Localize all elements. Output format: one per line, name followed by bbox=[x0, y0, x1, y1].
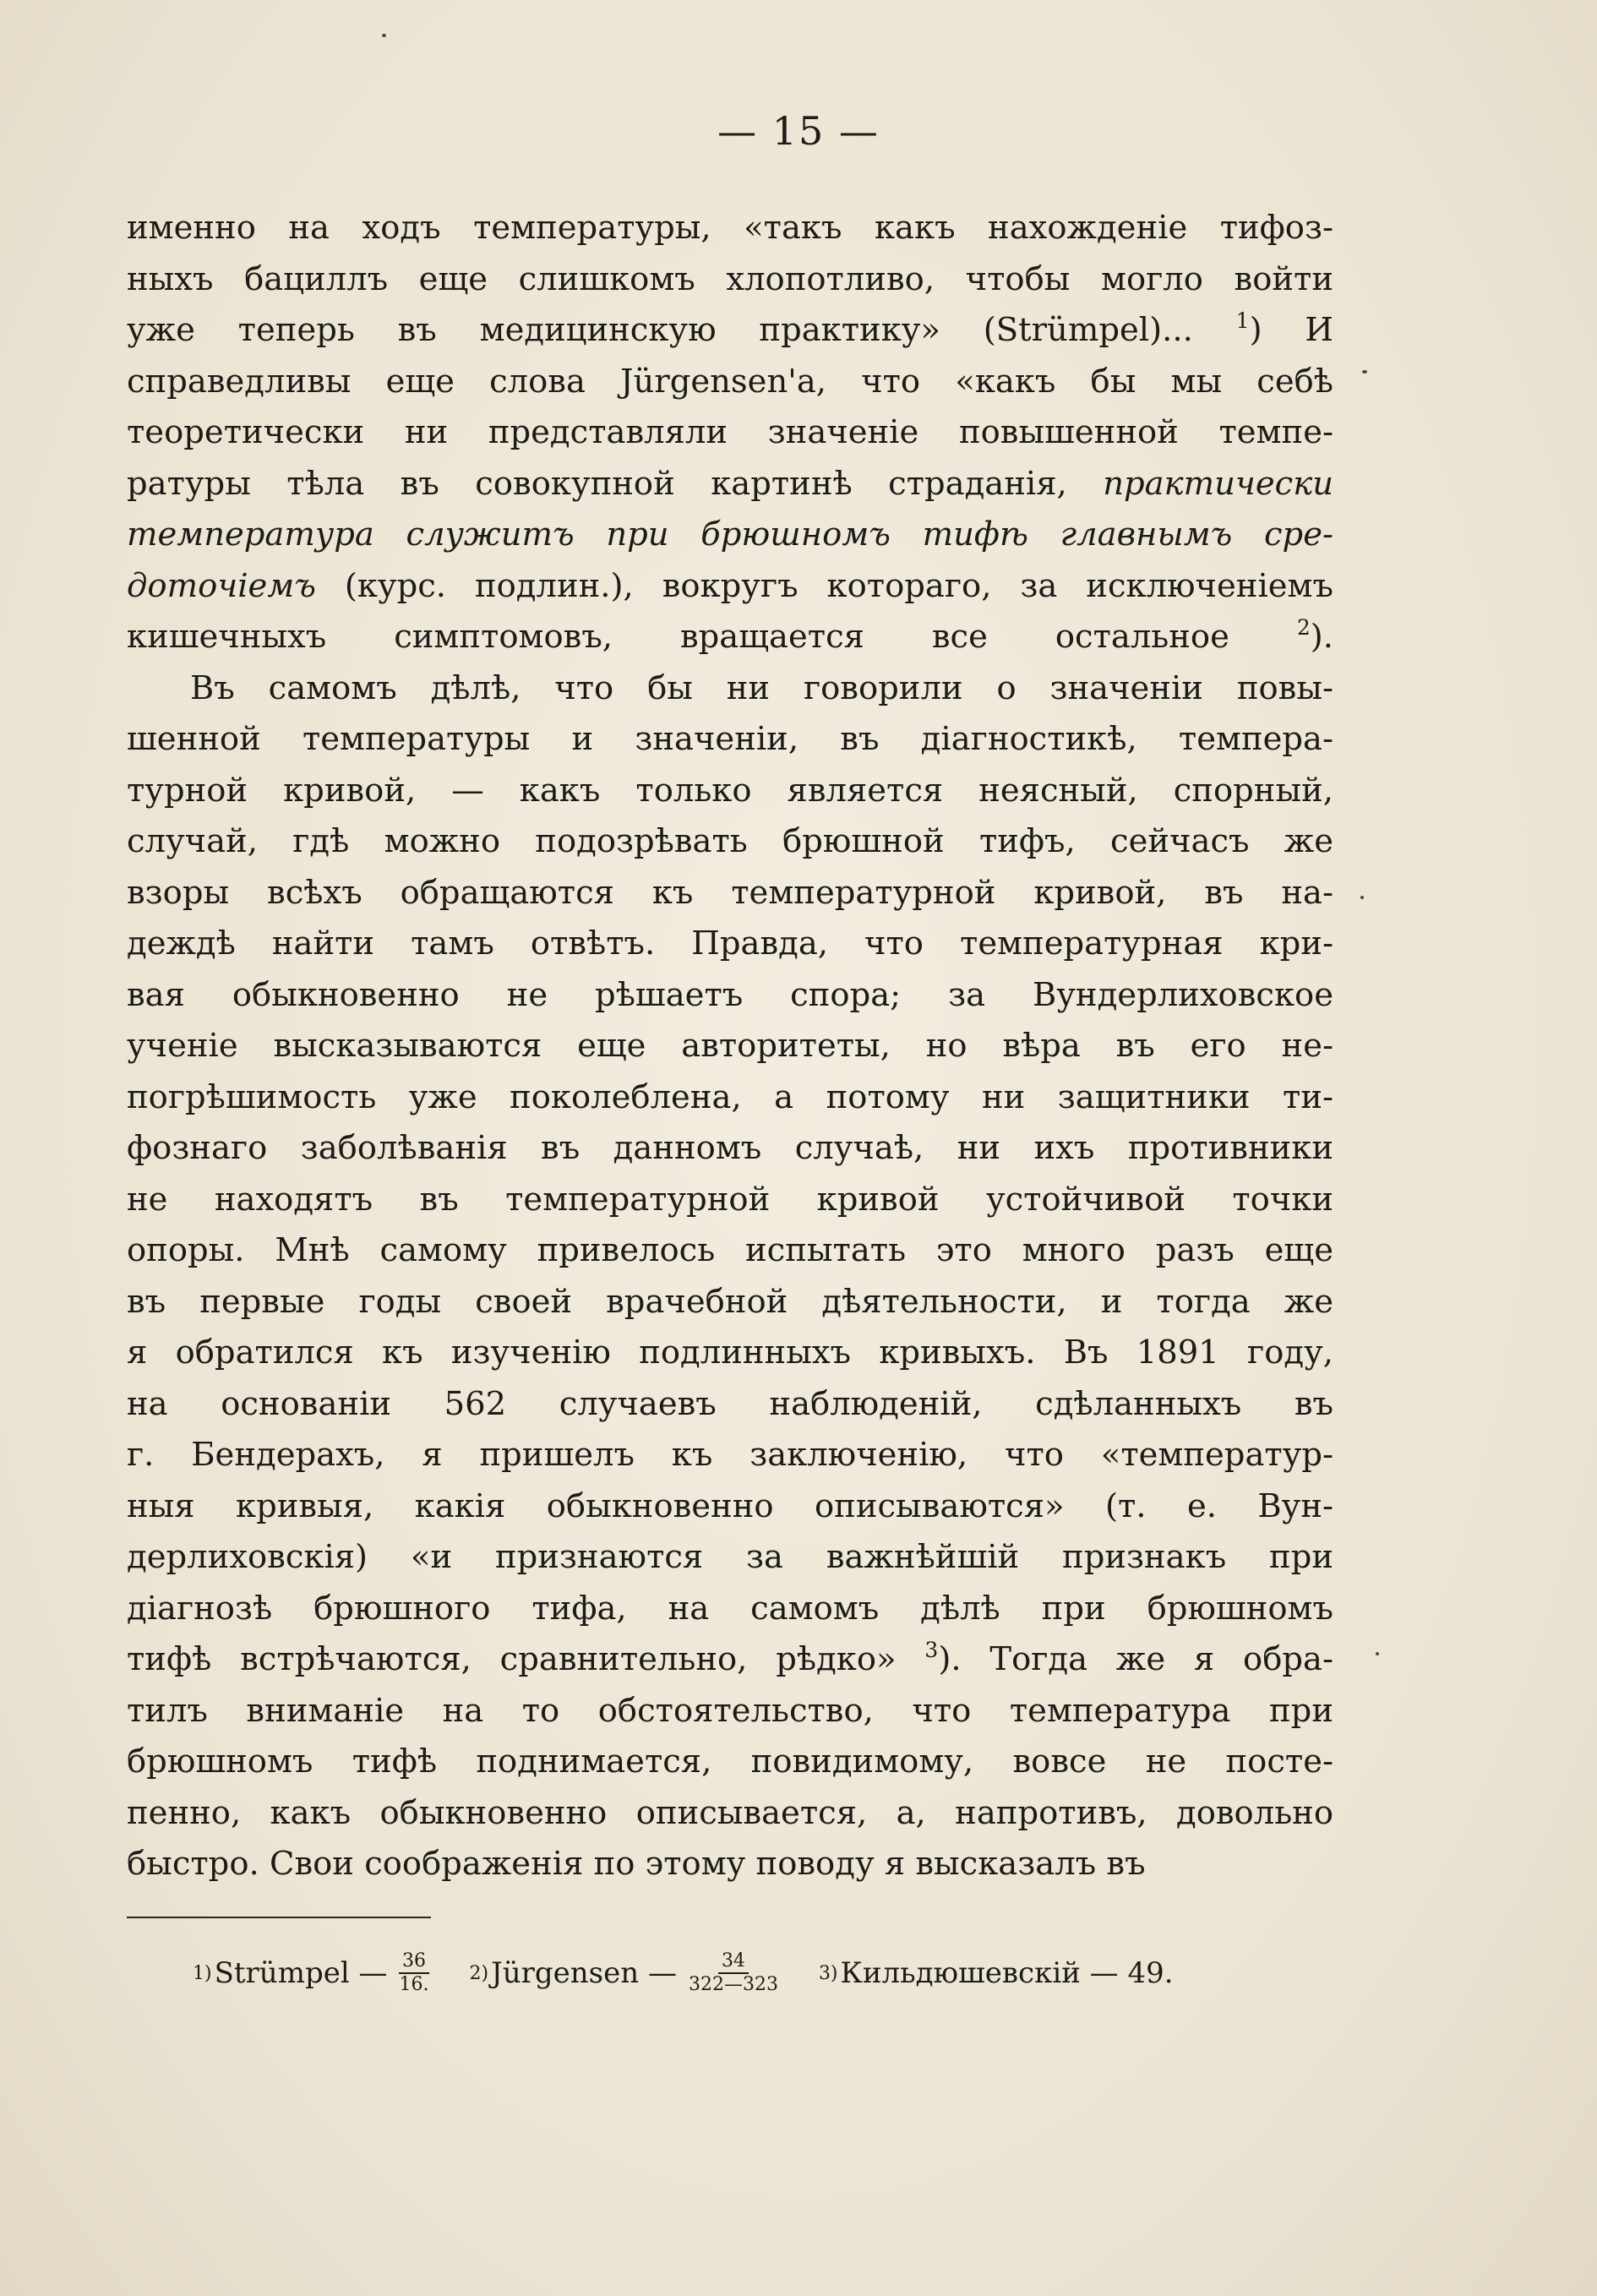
fraction-numerator: 36 bbox=[399, 1950, 429, 1974]
text-line: ныхъ бациллъ еще слишкомъ хлопотливо, чтобы могло войти bbox=[127, 259, 1333, 298]
text-line: именно на ходъ температуры, «такъ какъ нахожденіе тифоз- bbox=[127, 209, 1333, 247]
text-line: шенной температуры и значеніи, въ діагностикѣ, темпера- bbox=[127, 720, 1333, 758]
footnote-fraction bbox=[685, 1950, 782, 1996]
footnote-mark: 1) bbox=[193, 1962, 212, 1984]
footnote-ref: 1 bbox=[1235, 308, 1250, 333]
emphasis-text: практически bbox=[1103, 464, 1333, 503]
text-line: теоретически ни представляли значеніе повышенной темпе- bbox=[127, 413, 1333, 451]
paper-speck bbox=[382, 34, 386, 37]
text-line: справедливы еще слова Jürgensen'а, что «какъ бы мы себѣ bbox=[127, 362, 1333, 401]
text-line: дерлиховскія) «и признаются за важнѣйшій признакъ при bbox=[127, 1538, 1333, 1576]
paper-speck bbox=[1376, 1652, 1379, 1655]
footnote-label: Кильдюшевскій — 49. bbox=[840, 1956, 1174, 1990]
text-line: діагнозѣ брюшного тифа, на самомъ дѣлѣ при брюшномъ bbox=[127, 1589, 1333, 1628]
text-line: я обратился къ изученію подлинныхъ кривыхъ. Въ 1891 году, bbox=[127, 1333, 1333, 1372]
text-line: не находятъ въ температурной кривой устойчивой точки bbox=[127, 1180, 1333, 1219]
text-line: фознаго заболѣванія въ данномъ случаѣ, ни ихъ противники bbox=[127, 1129, 1333, 1167]
text-line: деждѣ найти тамъ отвѣтъ. Правда, что температурная кри- bbox=[127, 924, 1333, 963]
text-line: вая обыкновенно не рѣшаетъ спора; за Вундерлиховское bbox=[127, 975, 1333, 1014]
text-line: взоры всѣхъ обращаются къ температурной кривой, въ на- bbox=[127, 873, 1333, 912]
body-text bbox=[127, 203, 1333, 1890]
fraction-numerator: 34 bbox=[718, 1950, 749, 1974]
text-line: брюшномъ тифѣ поднимается, повидимому, вовсе не посте- bbox=[127, 1742, 1333, 1781]
paper-speck bbox=[1362, 370, 1367, 374]
text-line: ратуры тѣла въ совокупной картинѣ страданія, практически bbox=[127, 464, 1333, 503]
text-line: уже теперь въ медицинскую практику» (Strümpel)... $^1$) И bbox=[127, 308, 1333, 349]
text-line: доточіемъ (курс. подлин.), вокругъ котораго, за исключеніемъ bbox=[127, 566, 1333, 605]
text-line: турной кривой, — какъ только является неясный, спорный, bbox=[127, 771, 1333, 810]
footnote-ref: 3 bbox=[924, 1638, 939, 1662]
text-line: погрѣшимость уже поколеблена, а потому ни защитники ти- bbox=[127, 1077, 1333, 1116]
text-line: случай, гдѣ можно подозрѣвать брюшной тифъ, сейчасъ же bbox=[127, 822, 1333, 860]
text-line: ныя кривыя, какія обыкновенно описываются» (т. е. Вун- bbox=[127, 1486, 1333, 1525]
footnote-label: Jürgensen — bbox=[491, 1956, 677, 1990]
text-line: быстро. Свои соображенія по этому поводу я высказалъ въ bbox=[127, 1845, 1146, 1883]
text-line: г. Бендерахъ, я пришелъ къ заключенію, что «температур- bbox=[127, 1436, 1333, 1474]
emphasis-text: доточіемъ bbox=[127, 566, 316, 605]
paper-speck bbox=[1360, 896, 1364, 899]
text-line: пенно, какъ обыкновенно описывается, а, напротивъ, довольно bbox=[127, 1793, 1333, 1832]
footnote-item bbox=[470, 1950, 782, 1996]
footnote-mark: 2) bbox=[469, 1962, 489, 1984]
footnotes bbox=[193, 1935, 1174, 2011]
text-line: кишечныхъ симптомовъ, вращается все остальное $^2$). bbox=[127, 615, 1333, 656]
footnote-mark: 3) bbox=[818, 1962, 838, 1984]
footnote-fraction bbox=[396, 1950, 433, 1996]
text-line bbox=[127, 510, 1333, 561]
footnote-item bbox=[193, 1950, 433, 1996]
page-number: — 15 — bbox=[717, 108, 880, 154]
footnote-ref: 2 bbox=[1296, 615, 1311, 640]
emphasis-text: температура служитъ при брюшномъ тифѣ главнымъ сре- bbox=[127, 515, 1333, 554]
footnote-label: Strümpel — bbox=[214, 1956, 388, 1990]
fraction-denominator: 16. bbox=[399, 1974, 429, 1995]
text-line: тифѣ встрѣчаются, сравнительно, рѣдко» $^3$). Тогда же я обра- bbox=[127, 1638, 1333, 1678]
footnote-rule bbox=[127, 1917, 431, 1918]
text-line: опоры. Мнѣ самому привелось испытать это много разъ еще bbox=[127, 1231, 1333, 1269]
text-line: въ первые годы своей врачебной дѣятельности, и тогда же bbox=[127, 1282, 1333, 1321]
footnote-item bbox=[819, 1956, 1174, 1990]
text-line: на основаніи 562 случаевъ наблюденій, сдѣланныхъ въ bbox=[127, 1384, 1333, 1423]
text-line: тилъ вниманіе на то обстоятельство, что температура при bbox=[127, 1691, 1333, 1730]
text-line: Въ самомъ дѣлѣ, что бы ни говорили о значеніи повы- bbox=[190, 668, 1333, 707]
fraction-denominator: 322—323 bbox=[688, 1974, 778, 1995]
text-line: ученіе высказываются еще авторитеты, но вѣра въ его не- bbox=[127, 1027, 1333, 1065]
